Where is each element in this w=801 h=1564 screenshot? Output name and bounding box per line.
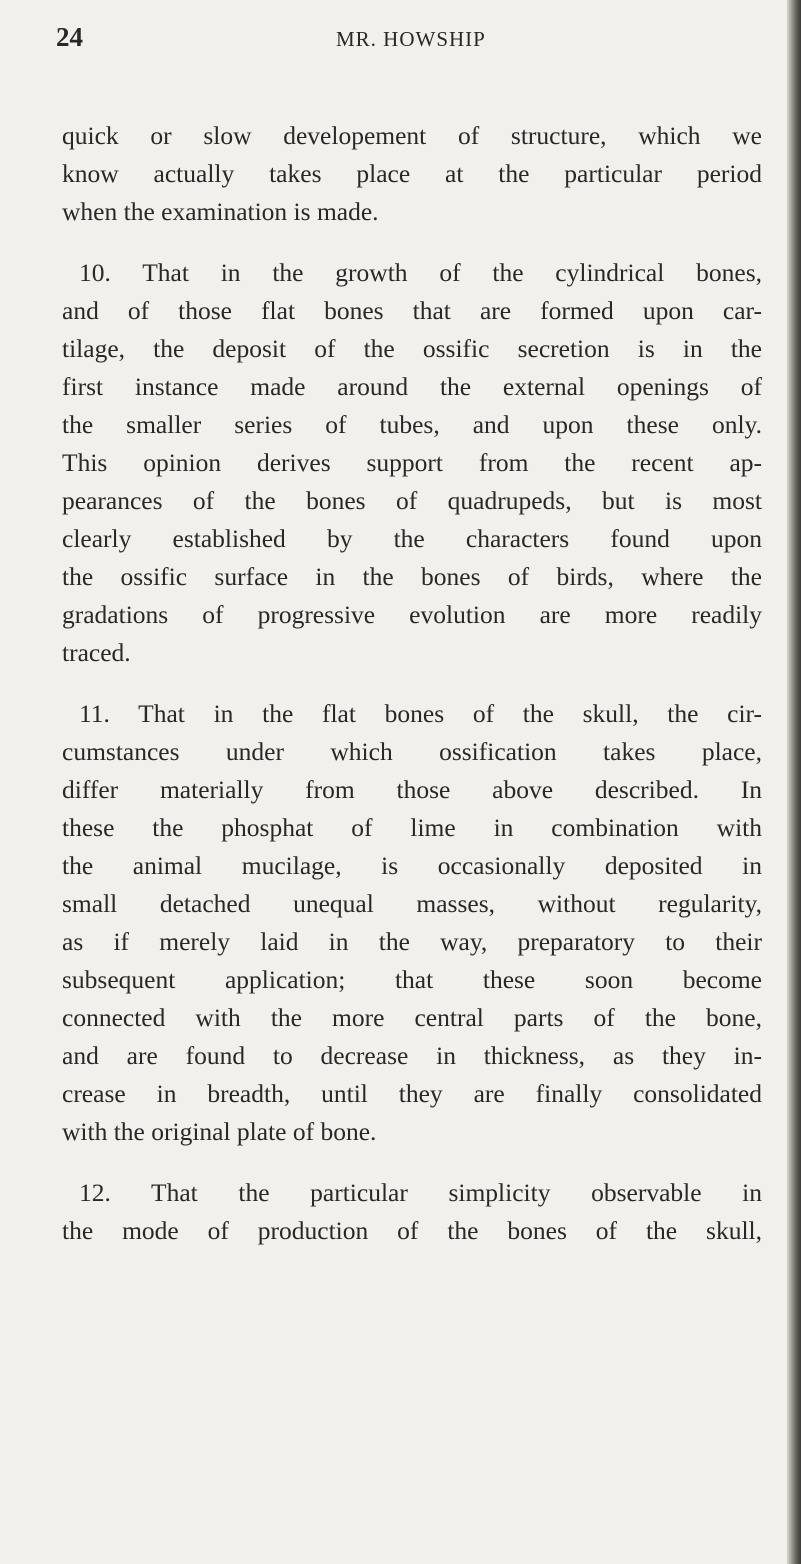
text-line: pearances of the bones of quadrupeds, but is most (62, 486, 762, 515)
text-line: traced. (62, 638, 131, 667)
text-line: gradations of progressive evolution are more readily (62, 600, 762, 629)
text-line: 12. That the particular simplicity observable in (79, 1178, 762, 1207)
text-line: the ossific surface in the bones of birds, where the (62, 562, 762, 591)
paragraph (62, 117, 762, 231)
text-line: with the original plate of bone. (62, 1117, 377, 1146)
text-line: first instance made around the external openings of (62, 372, 762, 401)
text-line: as if merely laid in the way, preparatory to their (62, 927, 762, 956)
text-line: when the examination is made. (62, 197, 379, 226)
text-line: cumstances under which ossification takes place, (62, 737, 762, 766)
paragraph-gap (62, 1151, 762, 1174)
paragraph (62, 1174, 762, 1250)
text-line: This opinion derives support from the recent ap- (62, 448, 762, 477)
paragraph-gap (62, 231, 762, 254)
text-line: quick or slow developement of structure, which we (62, 121, 762, 150)
text-line: the mode of production of the bones of the skull, (62, 1216, 762, 1245)
text-line: 10. That in the growth of the cylindrical bones, (79, 258, 762, 287)
text-line: the animal mucilage, is occasionally deposited in (62, 851, 762, 880)
text-line: clearly established by the characters found upon (62, 524, 762, 553)
page-number: 24 (56, 22, 83, 52)
text-line: crease in breadth, until they are finally consolidated (62, 1079, 762, 1108)
text-line: these the phosphat of lime in combination with (62, 813, 762, 842)
body-text (62, 117, 762, 1250)
text-line: and are found to decrease in thickness, as they in- (62, 1041, 762, 1070)
paragraph-gap (62, 672, 762, 695)
text-line: connected with the more central parts of the bone, (62, 1003, 762, 1032)
text-line: subsequent application; that these soon become (62, 965, 762, 994)
paragraph (62, 254, 762, 672)
text-line: the smaller series of tubes, and upon these only. (62, 410, 762, 439)
text-line: and of those flat bones that are formed upon car- (62, 296, 762, 325)
text-line: 11. That in the flat bones of the skull, the cir- (79, 699, 762, 728)
paragraph (62, 695, 762, 1151)
text-line: small detached unequal masses, without regularity, (62, 889, 762, 918)
text-line: differ materially from those above described. In (62, 775, 762, 804)
text-line: tilage, the deposit of the ossific secretion is in the (62, 334, 762, 363)
running-head: MR. HOWSHIP (336, 27, 486, 51)
page-edge-shadow (787, 0, 801, 1564)
text-line: know actually takes place at the particular period (62, 159, 762, 188)
